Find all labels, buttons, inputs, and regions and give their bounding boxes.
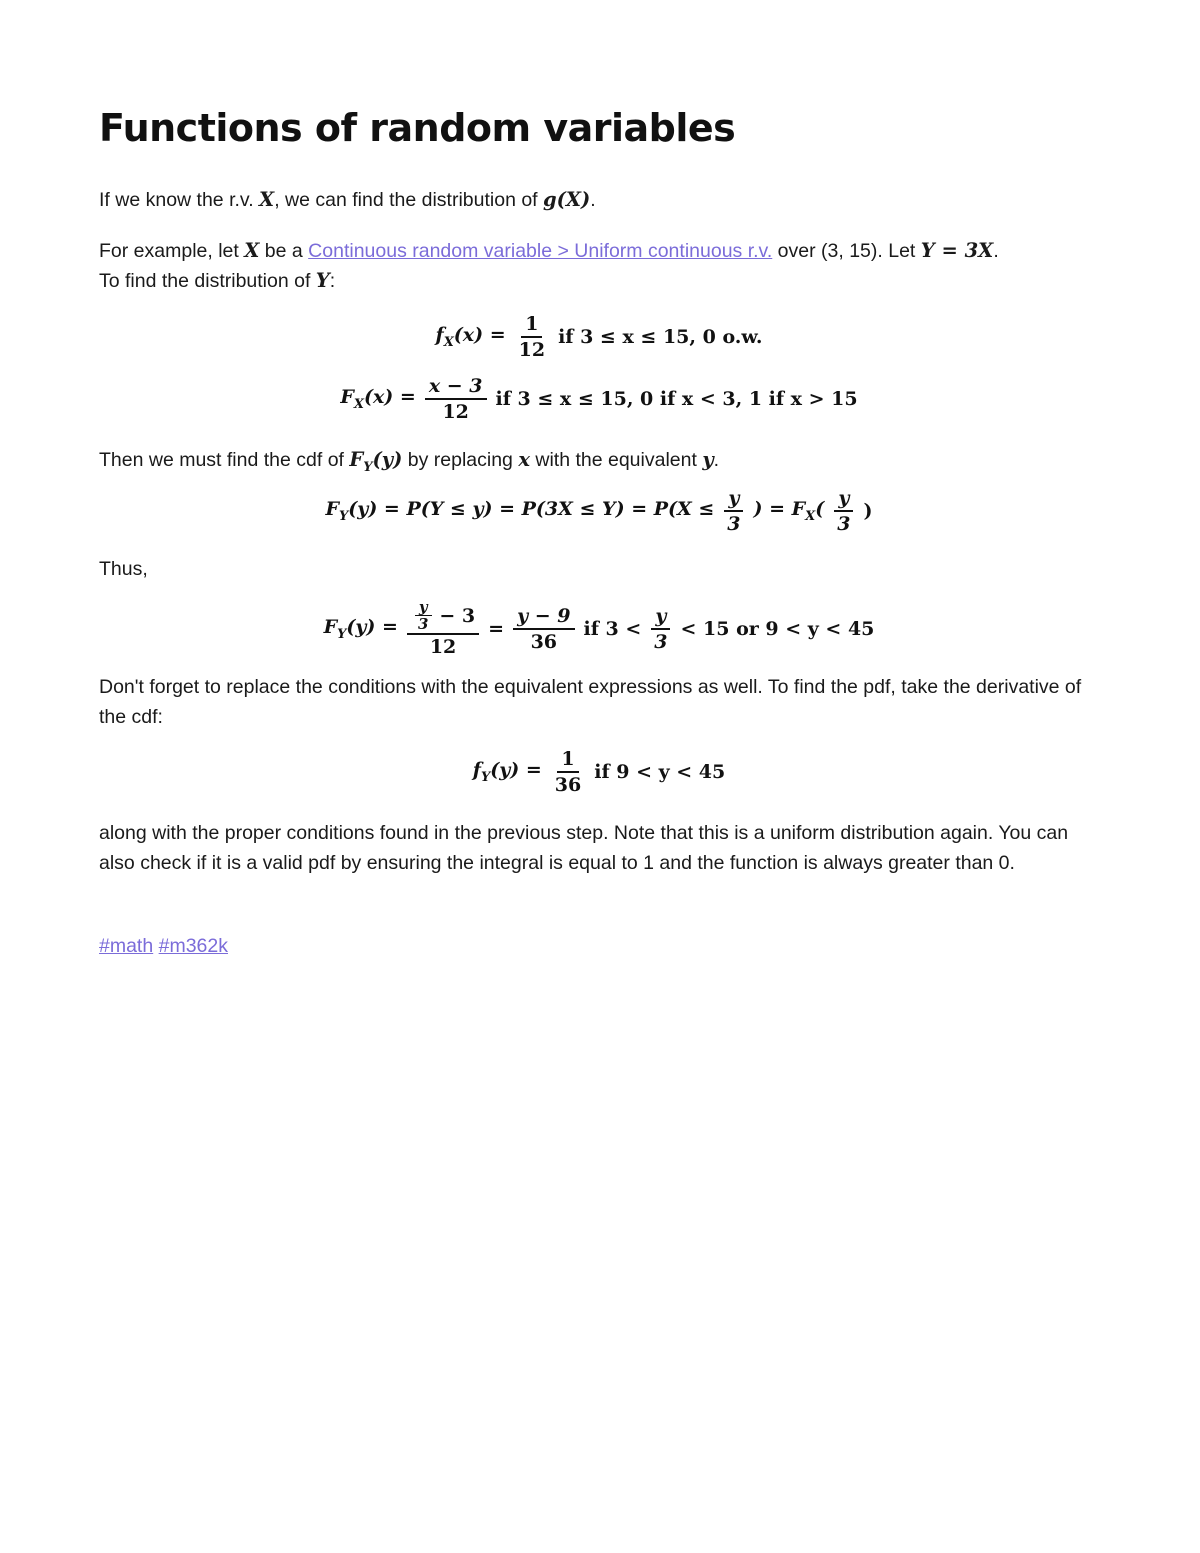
then-paragraph: Then we must find the cdf of $F_Y(y)$ by replacing x with the equivalent y. bbox=[99, 448, 720, 475]
equation-cdf-y-result: $F_Y(y)$ = $\frac{y}{3}$ − 3 12 = $\frac{y - 9}{36}$ if 3 < $\frac{y}{3}$ < 15 or 9 < y < 45 bbox=[323, 598, 875, 658]
conditions-paragraph: Don't forget to replace the conditions with the equivalent expressions as well. To find the pdf, take the derivative of the cdf: bbox=[99, 676, 1082, 728]
tag-math-link[interactable]: #math bbox=[99, 935, 154, 957]
tag-m362k-link[interactable]: #m362k bbox=[158, 935, 228, 957]
math-var-x: X bbox=[259, 188, 275, 211]
equation-pdf-y: $f_Y(y)$ = $\frac{1}{36}$ if 9 < y < 45 bbox=[472, 748, 726, 796]
tags-row bbox=[99, 931, 1099, 961]
equation-cdf-x: $F_X(x)$ = $\frac{x - 3}{12}$ if 3 ≤ x ≤ 15, 0 if x < 3, 1 if x > 15 bbox=[340, 375, 858, 423]
intro-paragraph: If we know the r.v. X, we can find the distribution of g(X). bbox=[99, 188, 596, 211]
equation-pdf-x: $f_X(x)$ = $\frac{1}{12}$ if 3 ≤ x ≤ 15, 0 o.w. bbox=[435, 313, 763, 361]
math-gx: g(X) bbox=[543, 188, 591, 211]
uniform-rv-link[interactable]: Continuous random variable > Uniform continuous r.v. bbox=[308, 240, 773, 262]
math-y-def: Y = 3X bbox=[920, 239, 994, 262]
closing-paragraph: along with the proper conditions found in the previous step. Note that this is a uniform distribution again. You can also check if it is a valid pdf by ensuring the integral is equal to 1 and the function is always greater than 0. bbox=[99, 822, 1069, 874]
page-title: Functions of random variables bbox=[99, 106, 736, 150]
example-paragraph: For example, let X be a Continuous random variable > Uniform continuous r.v. over (3, 15). Let Y = 3X. To find the distribution of Y: bbox=[99, 239, 999, 292]
equation-cdf-y-derivation: $F_Y(y) = P(Y \le y) = P(3X \le Y) = P(X$ ≤ $\frac{y}{3}$ ) = $F_X$( $\frac{y}{3}$ ) bbox=[325, 487, 873, 535]
thus-paragraph: Thus, bbox=[99, 558, 148, 580]
